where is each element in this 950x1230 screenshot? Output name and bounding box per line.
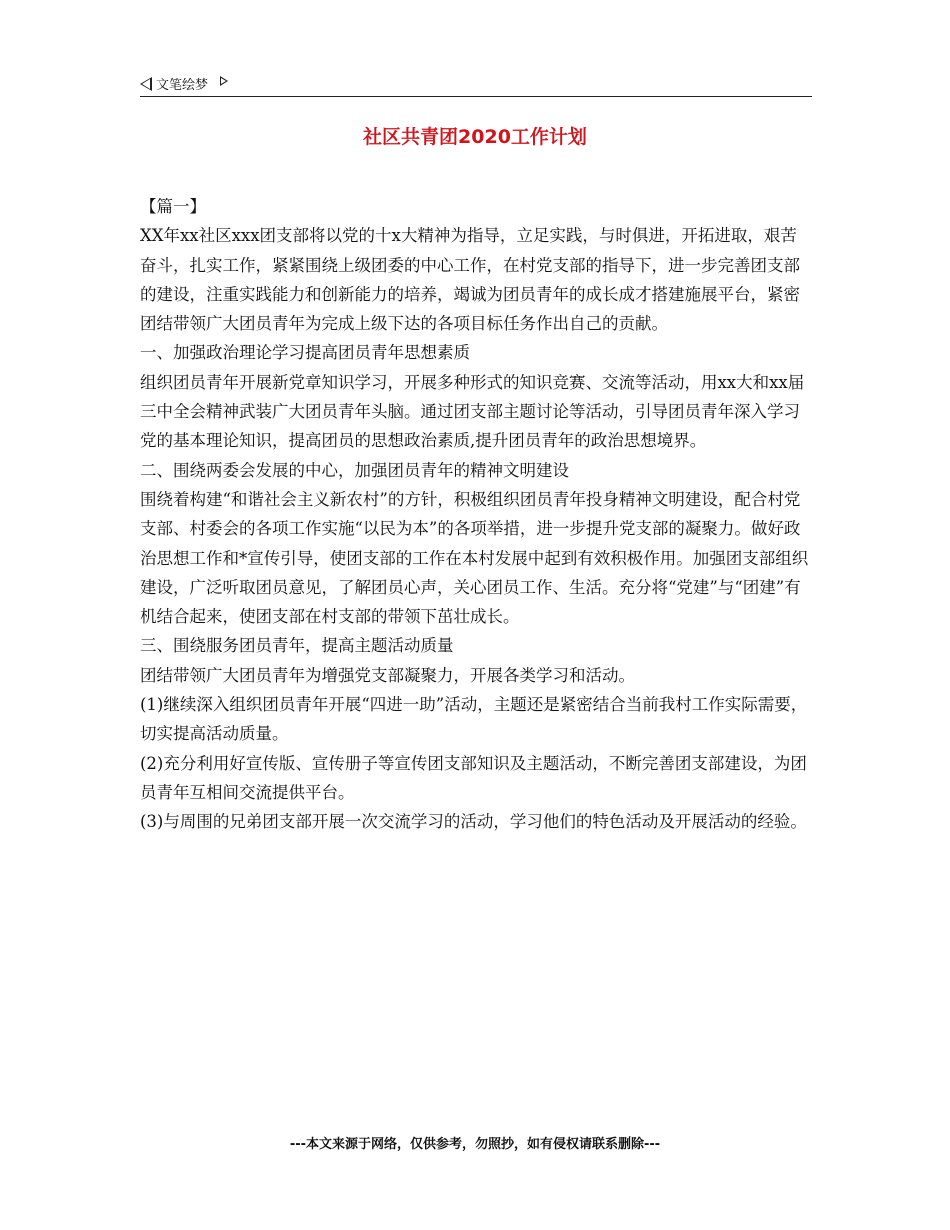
section-heading: 一、加强政治理论学习提高团员青年思想素质: [140, 343, 470, 363]
brand-text: 文笔绘梦: [156, 78, 209, 93]
section-heading: 二、围绕两委会发展的中心，加强团员青年的精神文明建设: [140, 460, 569, 480]
list-item: (1)继续深入组织团员青年开展“四进一助”活动，主题还是紧密结合当前我村工作实际需要，切实提高活动质量。: [140, 695, 808, 744]
triangle-right-icon: [220, 76, 228, 86]
page-header: [140, 72, 812, 97]
list-item: (2)充分利用好宣传版、宣传册子等宣传团支部知识及主题活动，不断完善团支部建设，为团员青年互相间交流提供平台。: [140, 753, 807, 802]
section-heading: 三、围绕服务团员青年，提高主题活动质量: [140, 636, 454, 656]
triangle-left-icon: [140, 77, 152, 91]
list-item: (3)与周围的兄弟团支部开展一次交流学习的活动，学习他们的特色活动及开展活动的经验。: [140, 812, 807, 832]
paragraph: 围绕着构建“和谐社会主义新农村”的方针，积极组织团员青年投身精神文明建设，配合村党支部、村委会的各项工作实施“以民为本”的各项举措，进一步提升党支部的凝聚力。做好政治思想工作和*宣传引导，使团支部的工作在本村发展中起到有效积极作用。加强团支部组织建设，广泛听取团员意见，了解团员心声，关心团员工作、生活。充分将“党建”与“团建”有机结合起来，使团支部在村支部的带领下茁壮成长。: [140, 489, 809, 627]
paragraph: 团结带领广大团员青年为增强党支部凝聚力，开展各类学习和活动。: [140, 665, 635, 685]
document-title: 社区共青团2020工作计划: [363, 126, 587, 148]
footer-disclaimer: ---本文来源于网络，仅供参考，勿照抄，如有侵权请联系删除---: [289, 1137, 661, 1152]
section-marker: 【篇一】: [140, 197, 206, 216]
document-body: [140, 192, 812, 837]
header-brand: [140, 74, 228, 93]
paragraph: 组织团员青年开展新党章知识学习，开展多种形式的知识竞赛、交流等活动，用xx大和xx届三中全会精神武装广大团员青年头脑。通过团支部主题讨论等活动，引导团员青年深入学习党的基本理论知识，提高团员的思想政治素质,提升团员青年的政治思想境界。: [140, 372, 805, 451]
paragraph: XX年xx社区xxx团支部将以党的十x大精神为指导，立足实践，与时俱进，开拓进取，艰苦奋斗，扎实工作，紧紧围绕上级团委的中心工作，在村党支部的指导下，进一步完善团支部的建设，注重实践能力和创新能力的培养，竭诚为团员青年的成长成才搭建施展平台，紧密团结带领广大团员青年为完成上级下达的各项目标任务作出自己的贡献。: [140, 226, 800, 334]
